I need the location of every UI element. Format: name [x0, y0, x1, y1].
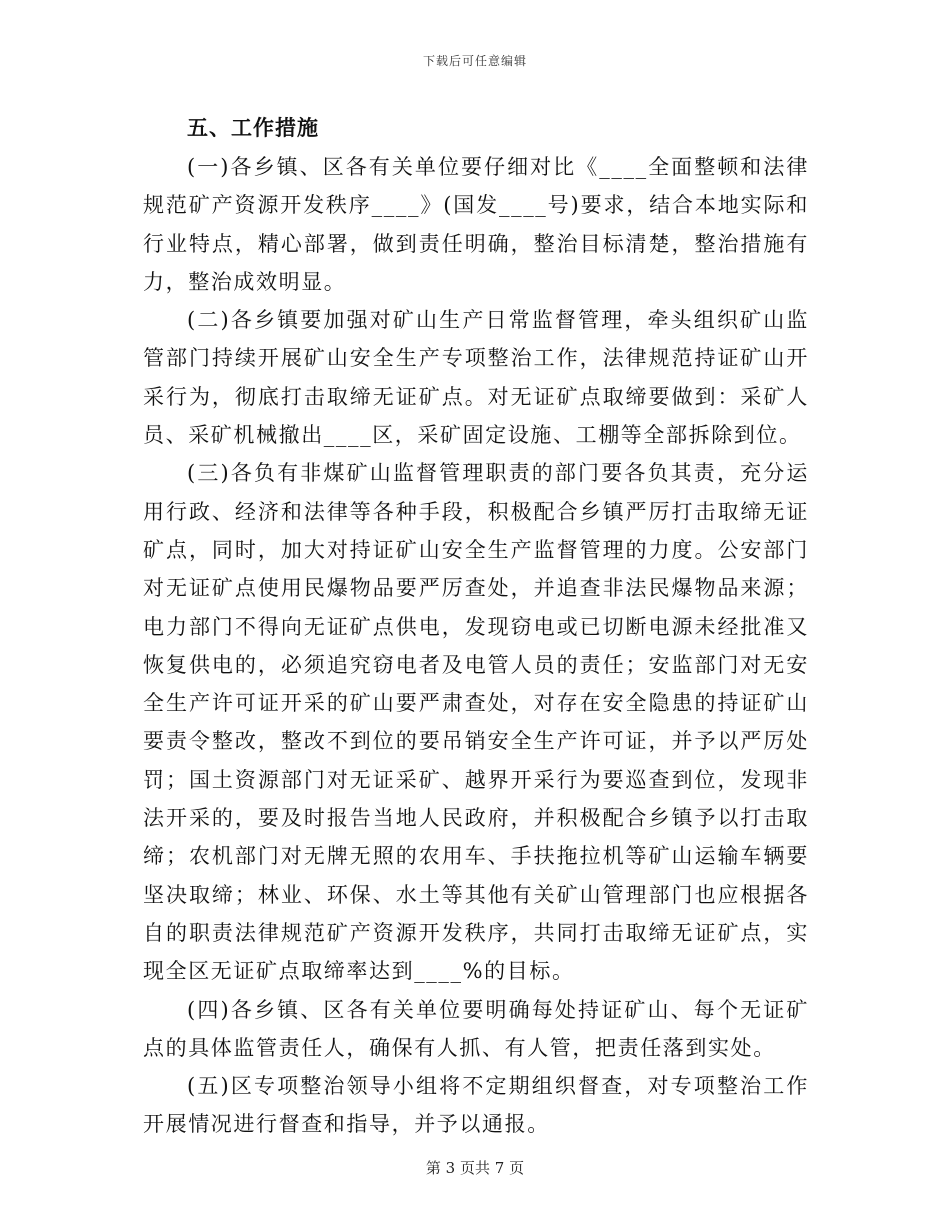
- paragraph-5: (五)区专项整治领导小组将不定期组织督查，对专项整治工作开展情况进行督查和指导，并予以通报。: [143, 1074, 809, 1137]
- paragraph-2: (二)各乡镇要加强对矿山生产日常监督管理，牵头组织矿山监管部门持续开展矿山安全生产专项整治工作，法律规范持证矿山开采行为，彻底打击取缔无证矿点。对无证矿点取缔要做到：采矿人员、采矿机械撤出____区，采矿固定设施、工棚等全部拆除到位。: [143, 308, 809, 448]
- page-number: 第 3 页共 7 页: [425, 1159, 525, 1177]
- page-header-note: 下载后可任意编辑: [422, 54, 527, 68]
- paragraph-3: (三)各负有非煤矿山监督管理职责的部门要各负其责，充分运用行政、经济和法律等各种手段，积极配合乡镇严厉打击取缔无证矿点，同时，加大对持证矿山安全生产监督管理的力度。公安部门对无证矿点使用民爆物品要严厉查处，并追查非法民爆物品来源；电力部门不得向无证矿点供电，发现窃电或已切断电源未经批准又恢复供电的，必须追究窃电者及电管人员的责任；安监部门对无安全生产许可证开采的矿山要严肃查处，对存在安全隐患的持证矿山要责令整改，整改不到位的要吊销安全生产许可证，并予以严厉处罚；国土资源部门对无证采矿、越界开采行为要巡查到位，发现非法开采的，要及时报告当地人民政府，并积极配合乡镇予以打击取缔；农机部门对无牌无照的农用车、手扶拖拉机等矿山运输车辆要坚决取缔；林业、环保、水土等其他有关矿山管理部门也应根据各自的职责法律规范矿产资源开发秩序，共同打击取缔无证矿点，实现全区无证矿点取缔率达到____%的目标。: [143, 461, 809, 984]
- document-body: [143, 112, 809, 1144]
- paragraph-1: (一)各乡镇、区各有关单位要仔细对比《____全面整顿和法律规范矿产资源开发秩序____》(国发____号)要求，结合本地实际和行业特点，精心部署，做到责任明确，整治目标清楚，整治措施有力，整治成效明显。: [143, 155, 809, 294]
- section-heading: 五、工作措施: [187, 115, 319, 140]
- paragraph-4: (四)各乡镇、区各有关单位要明确每处持证矿山、每个无证矿点的具体监管责任人，确保有人抓、有人管，把责任落到实处。: [143, 997, 809, 1060]
